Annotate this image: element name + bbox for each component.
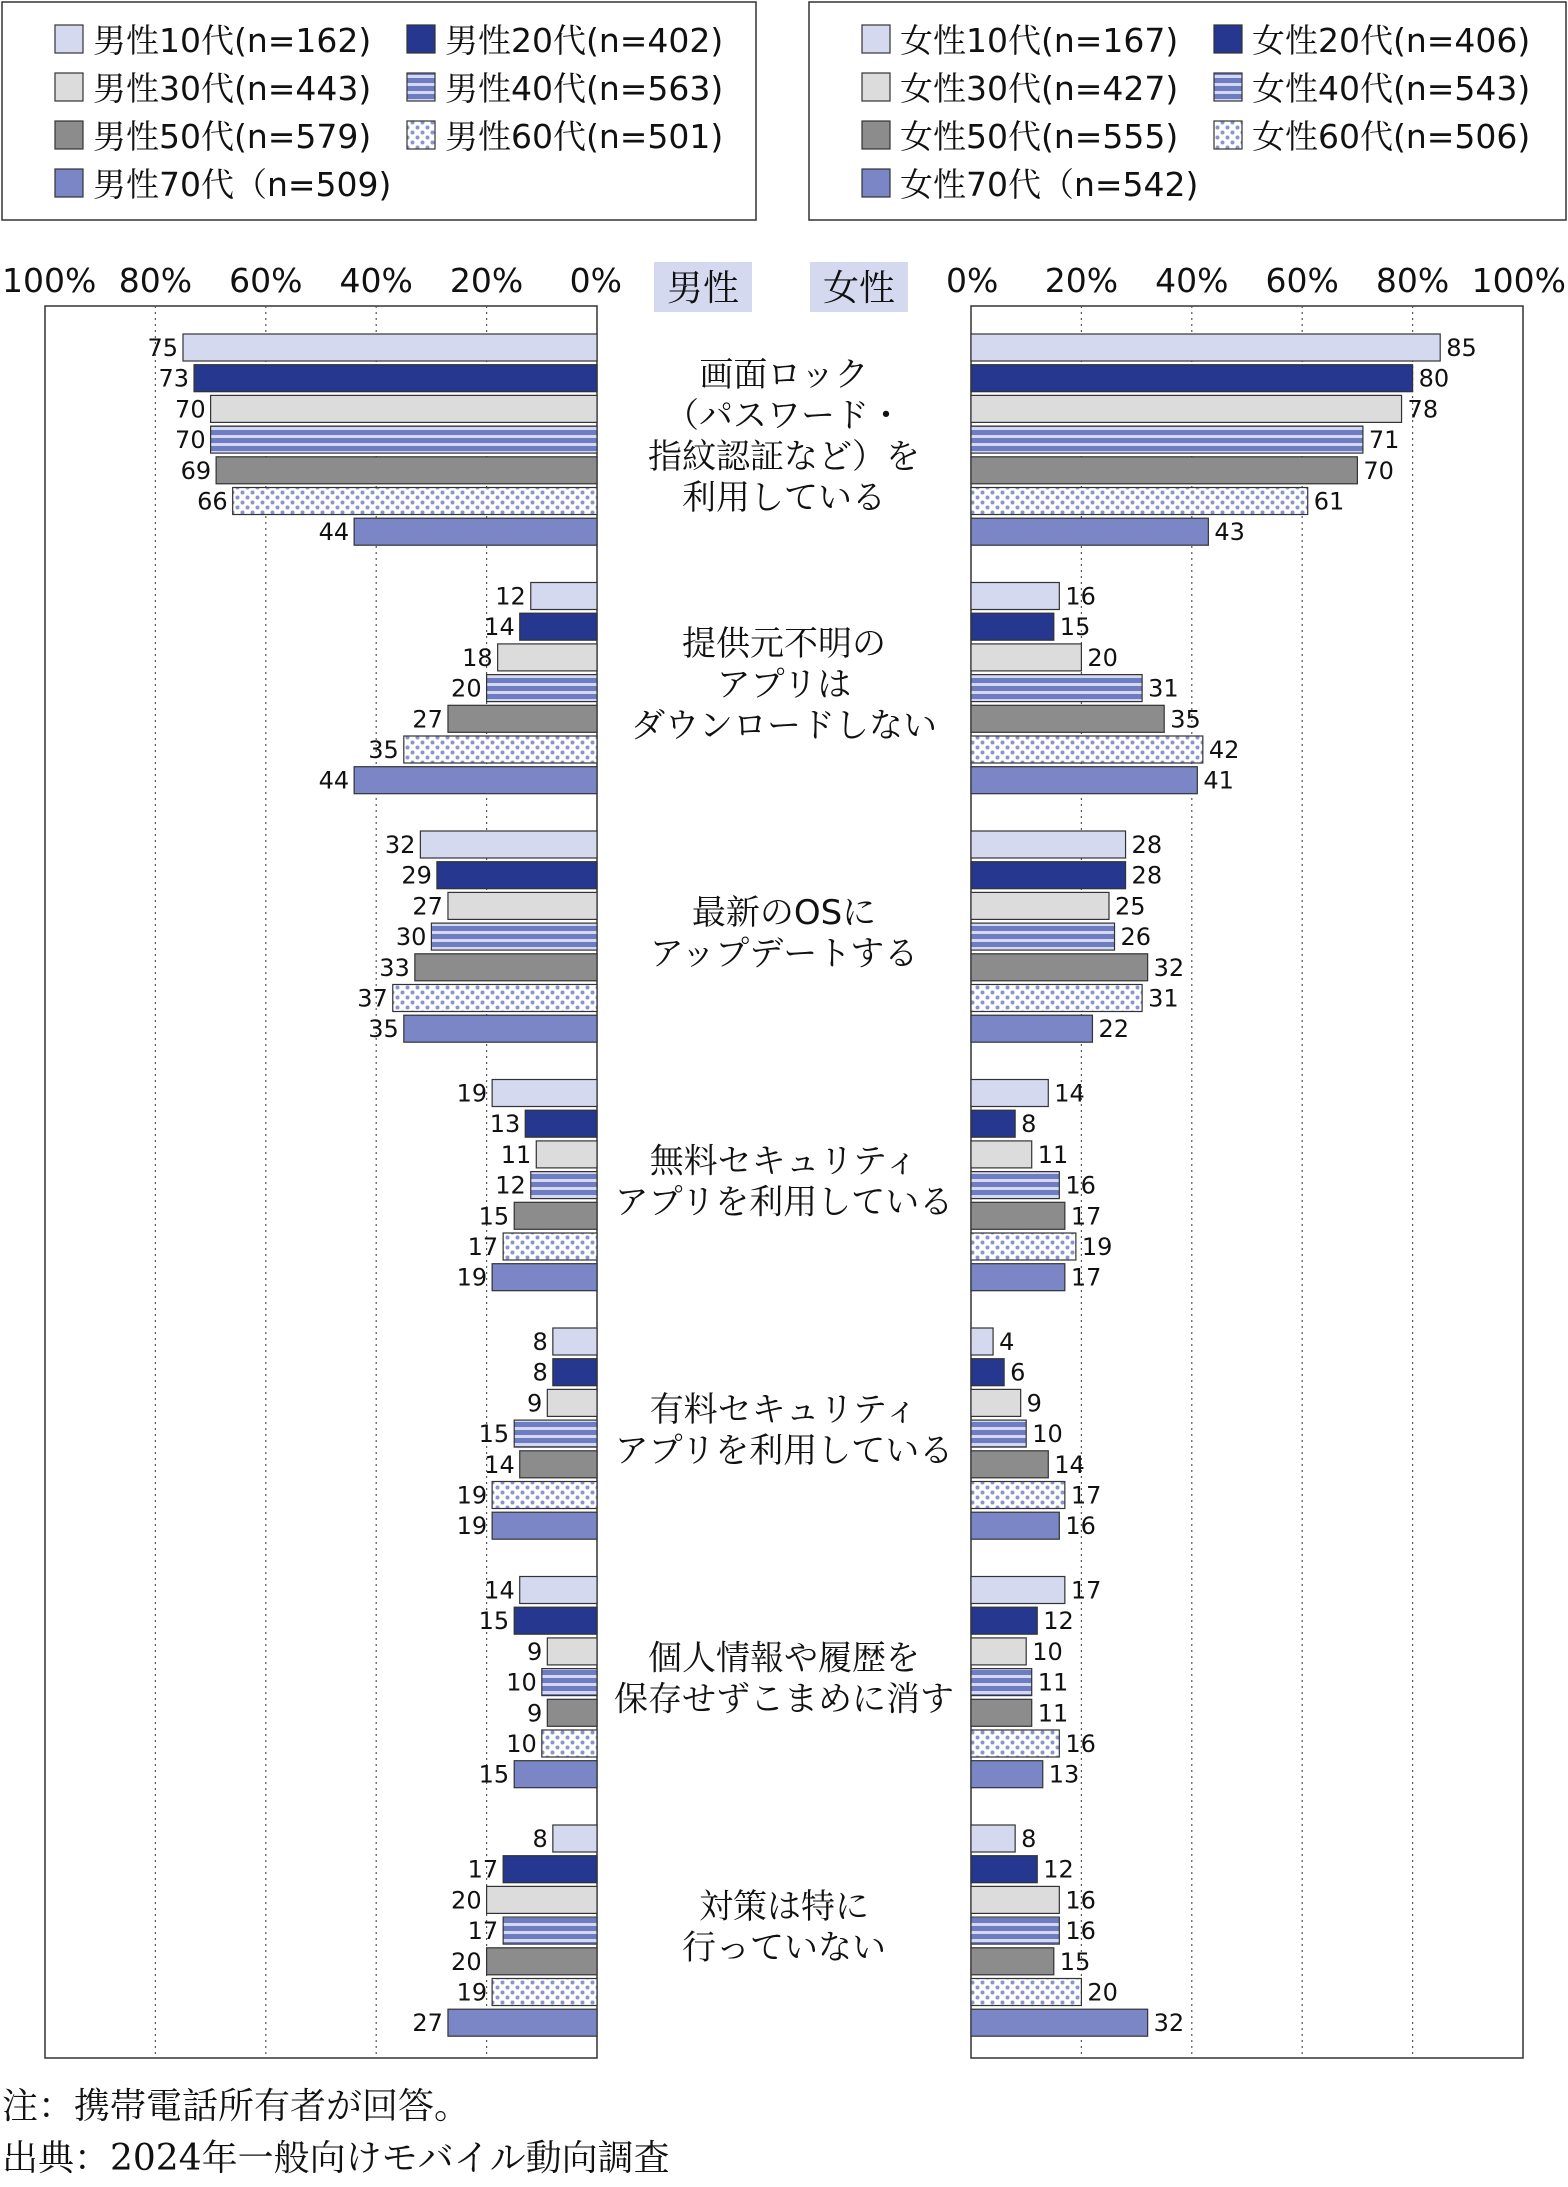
female-bar-value: 61 — [1313, 487, 1345, 516]
category-label: 無料セキュリティ — [649, 1141, 919, 1182]
male-bar-value: 17 — [467, 1233, 499, 1261]
male-bar-value: 17 — [467, 1855, 499, 1884]
male-legend-swatch-5 — [407, 121, 435, 149]
male-bar-value: 9 — [527, 1637, 543, 1666]
female-bar — [971, 334, 1440, 361]
female-bar-value: 16 — [1065, 1171, 1096, 1200]
female-bar — [971, 736, 1203, 763]
male-axis-tick-label: 0% — [569, 261, 622, 300]
female-axis-tick-label: 40% — [1155, 261, 1229, 300]
category-label: ダウンロードしない — [631, 705, 937, 746]
female-bar — [971, 1389, 1021, 1416]
male-bar — [492, 1264, 597, 1291]
female-bar — [971, 923, 1115, 950]
female-bar — [971, 675, 1142, 702]
male-bar — [520, 1451, 597, 1478]
female-bar — [971, 1825, 1015, 1852]
male-bar-value: 20 — [451, 1886, 482, 1915]
female-axis-tick-label: 20% — [1044, 261, 1119, 300]
female-legend-swatch-6 — [862, 169, 890, 197]
category-label: 対策は特に — [699, 1886, 869, 1927]
female-legend-swatch-3 — [1214, 73, 1242, 101]
male-bar-value: 73 — [158, 364, 190, 393]
category-label: アプリは — [716, 664, 852, 705]
male-bar — [354, 767, 597, 794]
male-bar — [211, 395, 597, 422]
female-bar — [971, 985, 1142, 1012]
male-bar — [553, 1825, 597, 1852]
female-bar — [971, 1577, 1065, 1604]
female-bar-value: 42 — [1208, 736, 1240, 764]
male-bar-value: 12 — [495, 582, 526, 611]
male-bar-value: 70 — [175, 395, 206, 424]
female-bar — [971, 767, 1197, 794]
female-bar — [971, 1359, 1004, 1386]
female-bar-value: 70 — [1363, 456, 1394, 485]
male-bar — [487, 675, 597, 702]
female-axis-tick-label: 60% — [1265, 261, 1339, 300]
female-bar-value: 25 — [1115, 892, 1146, 921]
male-legend-swatch-4 — [55, 121, 83, 149]
male-bar-value: 9 — [527, 1389, 543, 1418]
female-bar — [971, 1451, 1048, 1478]
male-bar — [553, 1328, 597, 1355]
male-bar — [553, 1359, 597, 1386]
female-bar — [971, 518, 1208, 545]
female-bar — [971, 1607, 1037, 1634]
male-bar — [531, 1172, 597, 1199]
male-bar-value: 19 — [456, 1978, 488, 2007]
male-bar — [525, 1110, 597, 1137]
male-bar-value: 15 — [478, 1607, 510, 1636]
male-panel-label: 男性 — [666, 268, 740, 309]
male-bar-value: 17 — [467, 1917, 499, 1946]
female-bar-value: 85 — [1446, 334, 1477, 362]
female-bar-value: 31 — [1148, 984, 1179, 1013]
female-legend-label-4: 女性50代(n=555) — [900, 117, 1179, 156]
female-bar-value: 16 — [1065, 1886, 1096, 1915]
category-label: 行っていない — [682, 1927, 886, 1968]
female-bar-value: 10 — [1032, 1637, 1063, 1666]
male-bar — [415, 954, 597, 981]
male-bar-value: 8 — [532, 1358, 548, 1387]
female-bar-value: 11 — [1037, 1140, 1069, 1169]
female-bar-value: 4 — [999, 1328, 1015, 1356]
male-bar — [498, 644, 597, 671]
male-bar-value: 15 — [478, 1420, 510, 1449]
female-bar — [971, 705, 1164, 732]
male-bar — [503, 1233, 597, 1260]
female-bar — [971, 1948, 1054, 1975]
male-bar-value: 19 — [456, 1263, 488, 1292]
male-legend-swatch-6 — [55, 169, 83, 197]
female-bar-value: 9 — [1026, 1389, 1042, 1418]
female-bar — [971, 583, 1059, 610]
female-panel-label: 女性 — [822, 268, 896, 309]
female-bar — [971, 1080, 1048, 1107]
female-bar — [971, 1172, 1059, 1199]
male-bar-value: 27 — [412, 705, 443, 734]
female-legend-label-5: 女性60代(n=506) — [1252, 117, 1531, 156]
male-bar — [448, 705, 597, 732]
male-bar-value: 10 — [506, 1730, 537, 1758]
male-bar — [542, 1730, 597, 1757]
female-bar-value: 12 — [1043, 1855, 1074, 1884]
male-bar — [431, 923, 597, 950]
female-bar — [971, 1512, 1059, 1539]
female-bar-value: 78 — [1407, 395, 1439, 424]
female-legend-label-3: 女性40代(n=543) — [1252, 69, 1531, 108]
female-bar-value: 22 — [1098, 1015, 1129, 1044]
female-bar-value: 16 — [1065, 582, 1096, 611]
male-bar — [194, 365, 597, 392]
male-bar-value: 33 — [379, 953, 410, 982]
female-bar — [971, 365, 1413, 392]
female-bar-value: 12 — [1043, 1607, 1074, 1636]
female-bar-value: 28 — [1131, 861, 1163, 890]
female-bar-value: 41 — [1203, 766, 1234, 795]
female-legend-swatch-2 — [862, 73, 890, 101]
male-bar-value: 44 — [318, 766, 350, 795]
male-legend-label-0: 男性10代(n=162) — [93, 21, 372, 60]
category-label: 最新のOSに — [691, 892, 877, 933]
male-bar — [514, 1607, 597, 1634]
male-bar-value: 15 — [478, 1760, 510, 1789]
female-bar-value: 14 — [1054, 1450, 1085, 1479]
male-bar — [448, 892, 597, 919]
female-bar-value: 28 — [1131, 831, 1163, 859]
male-bar-value: 14 — [484, 1450, 515, 1479]
category-label: アプリを利用している — [614, 1182, 954, 1223]
female-bar — [971, 1638, 1026, 1665]
male-bar-value: 20 — [451, 674, 482, 703]
male-bar — [547, 1389, 597, 1416]
category-label: 有料セキュリティ — [649, 1389, 919, 1430]
female-legend-swatch-1 — [1214, 25, 1242, 53]
male-bar-value: 14 — [484, 613, 515, 642]
male-bar-value: 32 — [384, 831, 416, 859]
male-bar-value: 8 — [532, 1825, 548, 1853]
category-label: アプリを利用している — [614, 1430, 954, 1471]
male-legend-swatch-2 — [55, 73, 83, 101]
note-text: 注：携帯電話所有者が回答。 — [2, 2086, 471, 2127]
male-bar — [514, 1420, 597, 1447]
female-bar-value: 19 — [1081, 1233, 1113, 1261]
female-bar-value: 43 — [1214, 518, 1245, 547]
male-bar-value: 18 — [462, 643, 493, 672]
female-bar-value: 16 — [1065, 1917, 1096, 1946]
male-bar — [233, 488, 597, 515]
male-bar — [492, 1512, 597, 1539]
male-bar — [448, 2009, 597, 2036]
male-bar-value: 75 — [147, 334, 178, 362]
male-bar — [536, 1141, 597, 1168]
male-bar-value: 14 — [484, 1576, 515, 1605]
female-legend-label-1: 女性20代(n=406) — [1252, 21, 1531, 60]
male-axis-tick-label: 40% — [339, 261, 413, 300]
female-bar-value: 20 — [1087, 643, 1118, 672]
female-bar — [971, 1264, 1065, 1291]
female-bar-value: 32 — [1153, 2009, 1185, 2038]
female-bar-value: 20 — [1087, 1978, 1118, 2007]
category-label: 保存せずこまめに消す — [614, 1679, 954, 1720]
female-bar — [971, 1328, 993, 1355]
male-bar — [520, 613, 597, 640]
female-bar — [971, 1202, 1065, 1229]
female-bar — [971, 395, 1402, 422]
female-bar — [971, 1669, 1032, 1696]
male-bar — [503, 1856, 597, 1883]
male-legend-swatch-3 — [407, 73, 435, 101]
female-bar-value: 8 — [1021, 1110, 1037, 1139]
female-bar-value: 80 — [1418, 364, 1450, 393]
male-legend-label-4: 男性50代(n=579) — [93, 117, 372, 156]
male-bar — [420, 831, 597, 858]
male-bar — [354, 518, 597, 545]
female-legend-swatch-0 — [862, 25, 890, 53]
male-bar — [492, 1979, 597, 2006]
male-bar — [547, 1638, 597, 1665]
female-bar — [971, 1420, 1026, 1447]
male-bar — [487, 1886, 597, 1913]
female-bar-value: 17 — [1070, 1263, 1102, 1292]
female-bar — [971, 613, 1054, 640]
female-bar — [971, 1699, 1032, 1726]
male-bar-value: 19 — [456, 1481, 488, 1510]
female-legend-label-6: 女性70代（n=542) — [900, 165, 1199, 204]
female-bar — [971, 1730, 1059, 1757]
female-legend-swatch-4 — [862, 121, 890, 149]
male-bar-value: 11 — [500, 1140, 532, 1169]
female-bar-value: 14 — [1054, 1079, 1085, 1108]
female-bar — [971, 1761, 1043, 1788]
male-bar-value: 35 — [368, 1015, 399, 1044]
male-bar — [404, 1015, 597, 1042]
female-bar-value: 6 — [1010, 1358, 1026, 1387]
category-label: アップデートする — [649, 933, 919, 974]
female-bar — [971, 831, 1126, 858]
female-bar-value: 8 — [1021, 1825, 1037, 1853]
male-bar-value: 27 — [412, 892, 443, 921]
male-bar-value: 12 — [495, 1171, 526, 1200]
male-bar — [547, 1699, 597, 1726]
female-bar — [971, 1141, 1032, 1168]
male-axis-tick-label: 100% — [2, 261, 97, 300]
male-bar-value: 30 — [395, 923, 427, 952]
female-bar-value: 26 — [1120, 923, 1152, 952]
male-bar-value: 66 — [197, 487, 228, 516]
female-bar — [971, 862, 1126, 889]
male-bar — [437, 862, 597, 889]
female-bar-value: 15 — [1059, 1947, 1091, 1976]
category-label: （パスワード・ — [665, 395, 903, 436]
female-bar — [971, 892, 1109, 919]
male-bar-value: 19 — [456, 1512, 488, 1541]
female-bar-value: 31 — [1148, 674, 1179, 703]
male-bar-value: 44 — [318, 518, 350, 547]
female-legend-label-0: 女性10代(n=167) — [900, 21, 1179, 60]
male-bar — [503, 1917, 597, 1944]
female-bar-value: 71 — [1368, 426, 1400, 455]
female-bar — [971, 488, 1308, 515]
female-bar — [971, 426, 1363, 453]
male-bar — [183, 334, 597, 361]
female-bar-value: 13 — [1048, 1760, 1080, 1789]
male-bar — [542, 1669, 597, 1696]
male-legend-label-6: 男性70代（n=509) — [93, 165, 392, 204]
male-bar-value: 8 — [532, 1328, 548, 1356]
male-legend-label-2: 男性30代(n=443) — [93, 69, 372, 108]
female-bar-value: 15 — [1059, 613, 1091, 642]
male-bar-value: 69 — [180, 456, 212, 485]
female-bar — [971, 644, 1081, 671]
male-bar — [492, 1080, 597, 1107]
male-bar — [404, 736, 597, 763]
male-bar-value: 35 — [368, 736, 399, 764]
female-bar — [971, 2009, 1148, 2036]
male-axis-tick-label: 20% — [449, 261, 524, 300]
source-text: 出典：2024年一般向けモバイル動向調査 — [2, 2138, 670, 2179]
male-bar-value: 13 — [489, 1110, 521, 1139]
male-bar-value: 27 — [412, 2009, 443, 2038]
female-legend-label-2: 女性30代(n=427) — [900, 69, 1179, 108]
male-bar — [514, 1761, 597, 1788]
female-bar-value: 17 — [1070, 1576, 1102, 1605]
male-bar — [492, 1482, 597, 1509]
category-label: 画面ロック — [699, 354, 869, 395]
male-legend-label-3: 男性40代(n=563) — [445, 69, 724, 108]
female-bar-value: 16 — [1065, 1730, 1096, 1758]
male-bar-value: 10 — [506, 1668, 537, 1697]
category-label: 提供元不明の — [682, 623, 886, 664]
female-bar — [971, 457, 1357, 484]
male-axis-tick-label: 80% — [118, 261, 193, 300]
male-bar — [514, 1202, 597, 1229]
female-legend-swatch-5 — [1214, 121, 1242, 149]
male-legend-label-5: 男性60代(n=501) — [445, 117, 724, 156]
male-bar — [520, 1577, 597, 1604]
female-bar — [971, 1482, 1065, 1509]
female-bar-value: 17 — [1070, 1202, 1102, 1231]
female-bar-value: 17 — [1070, 1481, 1102, 1510]
male-bar — [487, 1948, 597, 1975]
male-bar-value: 15 — [478, 1202, 510, 1231]
female-bar-value: 32 — [1153, 953, 1185, 982]
female-bar — [971, 1917, 1059, 1944]
female-bar — [971, 954, 1148, 981]
female-bar — [971, 1886, 1059, 1913]
male-axis-tick-label: 60% — [229, 261, 303, 300]
female-bar-value: 11 — [1037, 1699, 1069, 1728]
male-legend-label-1: 男性20代(n=402) — [445, 21, 724, 60]
male-bar-value: 37 — [357, 984, 388, 1013]
male-bar-value: 29 — [401, 861, 432, 890]
category-label: 利用している — [682, 477, 886, 518]
female-axis-tick-label: 80% — [1375, 261, 1450, 300]
male-legend-swatch-0 — [55, 25, 83, 53]
female-bar — [971, 1015, 1092, 1042]
male-bar-value: 9 — [527, 1699, 543, 1728]
male-bar — [211, 426, 597, 453]
female-axis-tick-label: 0% — [946, 261, 999, 300]
category-label: 指紋認証など）を — [648, 436, 920, 477]
male-bar — [216, 457, 597, 484]
female-axis-tick-label: 100% — [1471, 261, 1566, 300]
female-bar-value: 10 — [1032, 1420, 1063, 1449]
male-bar-value: 19 — [456, 1079, 488, 1108]
category-label: 個人情報や履歴を — [648, 1638, 920, 1679]
female-bar-value: 35 — [1170, 705, 1201, 734]
male-bar-value: 20 — [451, 1947, 482, 1976]
male-legend-swatch-1 — [407, 25, 435, 53]
male-bar — [393, 985, 597, 1012]
male-bar — [531, 583, 597, 610]
female-bar-value: 11 — [1037, 1668, 1069, 1697]
female-bar — [971, 1979, 1081, 2006]
male-bar-value: 70 — [175, 426, 206, 455]
female-bar — [971, 1110, 1015, 1137]
female-bar-value: 16 — [1065, 1512, 1096, 1541]
female-bar — [971, 1856, 1037, 1883]
female-bar — [971, 1233, 1076, 1260]
